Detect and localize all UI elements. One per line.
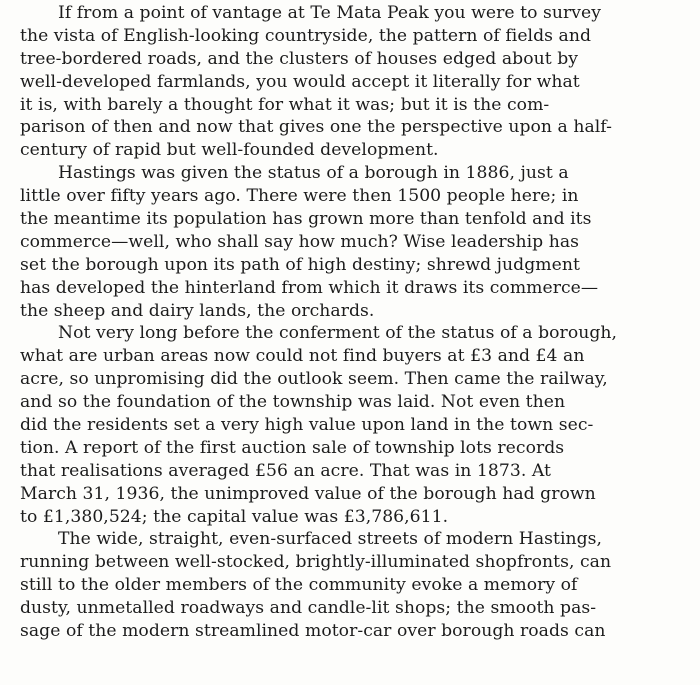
text-line: it is, with barely a thought for what it was; but it is the com- [20, 94, 550, 115]
text-line: acre, so unpromising did the outlook seem. Then came the railway, [20, 369, 608, 390]
text-line: has developed the hinterland from which it draws its commerce— [20, 277, 599, 298]
text-line: March 31, 1936, the unimproved value of the borough had grown [20, 483, 596, 504]
text-line: commerce—well, who shall say how much? Wise leadership has [20, 231, 580, 252]
text-line: Not very long before the conferment of the status of a borough, [58, 323, 618, 344]
text-line: and so the foundation of the township was laid. Not even then [20, 392, 566, 413]
text-line: still to the older members of the community evoke a memory of [20, 575, 578, 596]
paragraph-modern-streets [20, 528, 692, 642]
text-line: the vista of English-looking countryside, the pattern of fields and [20, 25, 591, 46]
text-line: Hastings was given the status of a borough in 1886, just a [58, 163, 569, 184]
paragraph-land-values [20, 322, 692, 528]
text-line: century of rapid but well-founded development. [20, 140, 439, 161]
text-line: parison of then and now that gives one the perspective upon a half- [20, 117, 612, 138]
text-line: did the residents set a very high value upon land in the town sec- [20, 415, 594, 436]
text-line: what are urban areas now could not find buyers at £3 and £4 an [20, 346, 585, 367]
paragraph-borough-status [20, 162, 692, 322]
text-line: to £1,380,524; the capital value was £3,786,611. [20, 506, 449, 527]
paragraph-te-mata-peak [20, 2, 692, 162]
text-line: the sheep and dairy lands, the orchards. [20, 300, 375, 321]
text-line: If from a point of vantage at Te Mata Peak you were to survey [58, 3, 602, 23]
text-line: tion. A report of the first auction sale of township lots records [20, 437, 565, 458]
article-text [20, 2, 692, 643]
text-line: dusty, unmetalled roadways and candle-lit shops; the smooth pas- [20, 598, 597, 619]
text-line: tree-bordered roads, and the clusters of houses edged about by [20, 48, 579, 69]
text-line: running between well-stocked, brightly-illuminated shopfronts, can [20, 552, 612, 573]
text-line: The wide, straight, even-surfaced streets of modern Hastings, [58, 529, 603, 550]
text-line: the meantime its population has grown more than tenfold and its [20, 209, 592, 230]
text-line: little over fifty years ago. There were then 1500 people here; in [20, 186, 579, 207]
text-line: that realisations averaged £56 an acre. That was in 1873. At [20, 460, 551, 481]
text-line: set the borough upon its path of high destiny; shrewd judgment [20, 254, 580, 275]
text-line: sage of the modern streamlined motor-car over borough roads can [20, 621, 606, 642]
text-line: well-developed farmlands, you would accept it literally for what [20, 71, 580, 92]
